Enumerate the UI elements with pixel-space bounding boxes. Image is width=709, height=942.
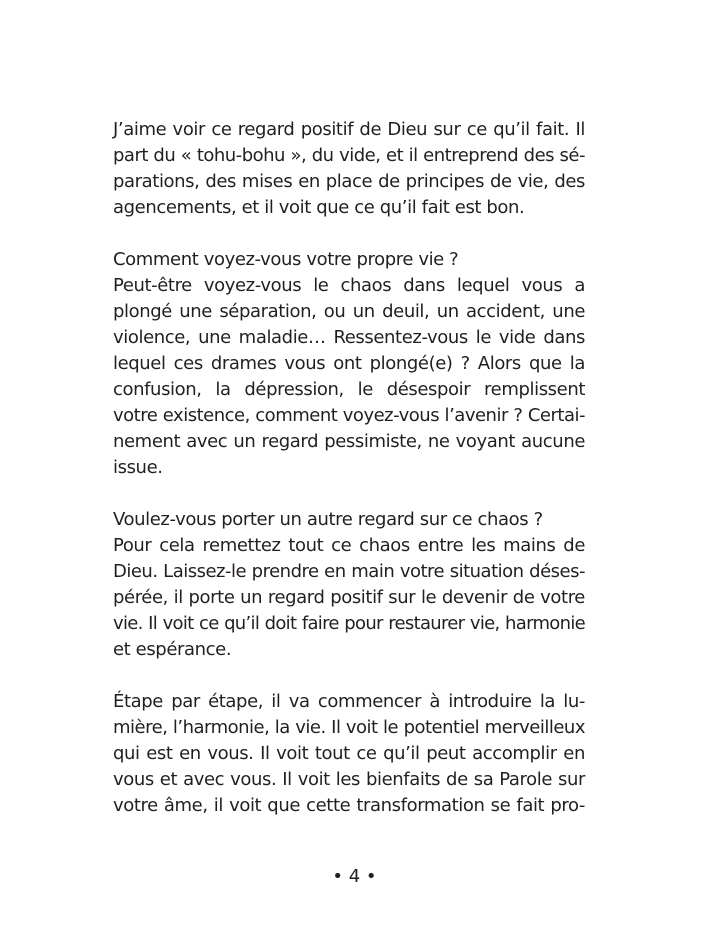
text-line: Comment voyez-vous votre propre vie ?	[113, 249, 459, 270]
text-line: nement avec un regard pessimiste, ne voyant aucune	[113, 431, 585, 452]
text-line: qui est en vous. Il voit tout ce qu’il peut accomplir en	[113, 743, 585, 764]
text-line: Voulez-vous porter un autre regard sur ce chaos ?	[113, 509, 543, 530]
text-line: parations, des mises en place de principes de vie, des	[113, 171, 585, 192]
text-line: Pour cela remettez tout ce chaos entre les mains de	[113, 535, 585, 556]
text-line: Peut-être voyez-vous le chaos dans lequel vous a	[113, 275, 585, 296]
text-line: confusion, la dépression, le désespoir remplissent	[113, 379, 585, 400]
text-line: vous et avec vous. Il voit les bienfaits de sa Parole sur	[113, 769, 585, 790]
text-line: violence, une maladie… Ressentez-vous le vide dans	[113, 327, 585, 348]
text-line: J’aime voir ce regard positif de Dieu sur ce qu’il fait. Il	[113, 119, 585, 140]
body-text	[113, 117, 585, 845]
text-line: agencements, et il voit que ce qu’il fait est bon.	[113, 197, 525, 218]
paragraph	[113, 689, 585, 819]
text-line: vie. Il voit ce qu’il doit faire pour restaurer vie, harmonie	[113, 613, 585, 634]
text-line: issue.	[113, 457, 163, 478]
text-line: et espérance.	[113, 639, 232, 660]
text-line: pérée, il porte un regard positif sur le devenir de votre	[113, 587, 585, 608]
paragraph	[113, 507, 585, 663]
page-number: • 4 •	[332, 866, 377, 887]
paragraph	[113, 117, 585, 221]
text-line: Dieu. Laissez-le prendre en main votre situation déses-	[113, 561, 585, 582]
text-line: votre âme, il voit que cette transformation se fait pro-	[113, 795, 585, 816]
text-line: part du « tohu-bohu », du vide, et il entreprend des sé-	[113, 145, 585, 166]
text-line: votre existence, comment voyez-vous l’avenir ? Certai-	[113, 405, 585, 426]
text-line: plongé une séparation, ou un deuil, un accident, une	[113, 301, 585, 322]
paragraph	[113, 247, 585, 481]
text-line: Étape par étape, il va commencer à introduire la lu-	[113, 691, 585, 712]
text-line: mière, l’harmonie, la vie. Il voit le potentiel merveilleux	[113, 717, 585, 738]
text-line: lequel ces drames vous ont plongé(e) ? Alors que la	[113, 353, 585, 374]
